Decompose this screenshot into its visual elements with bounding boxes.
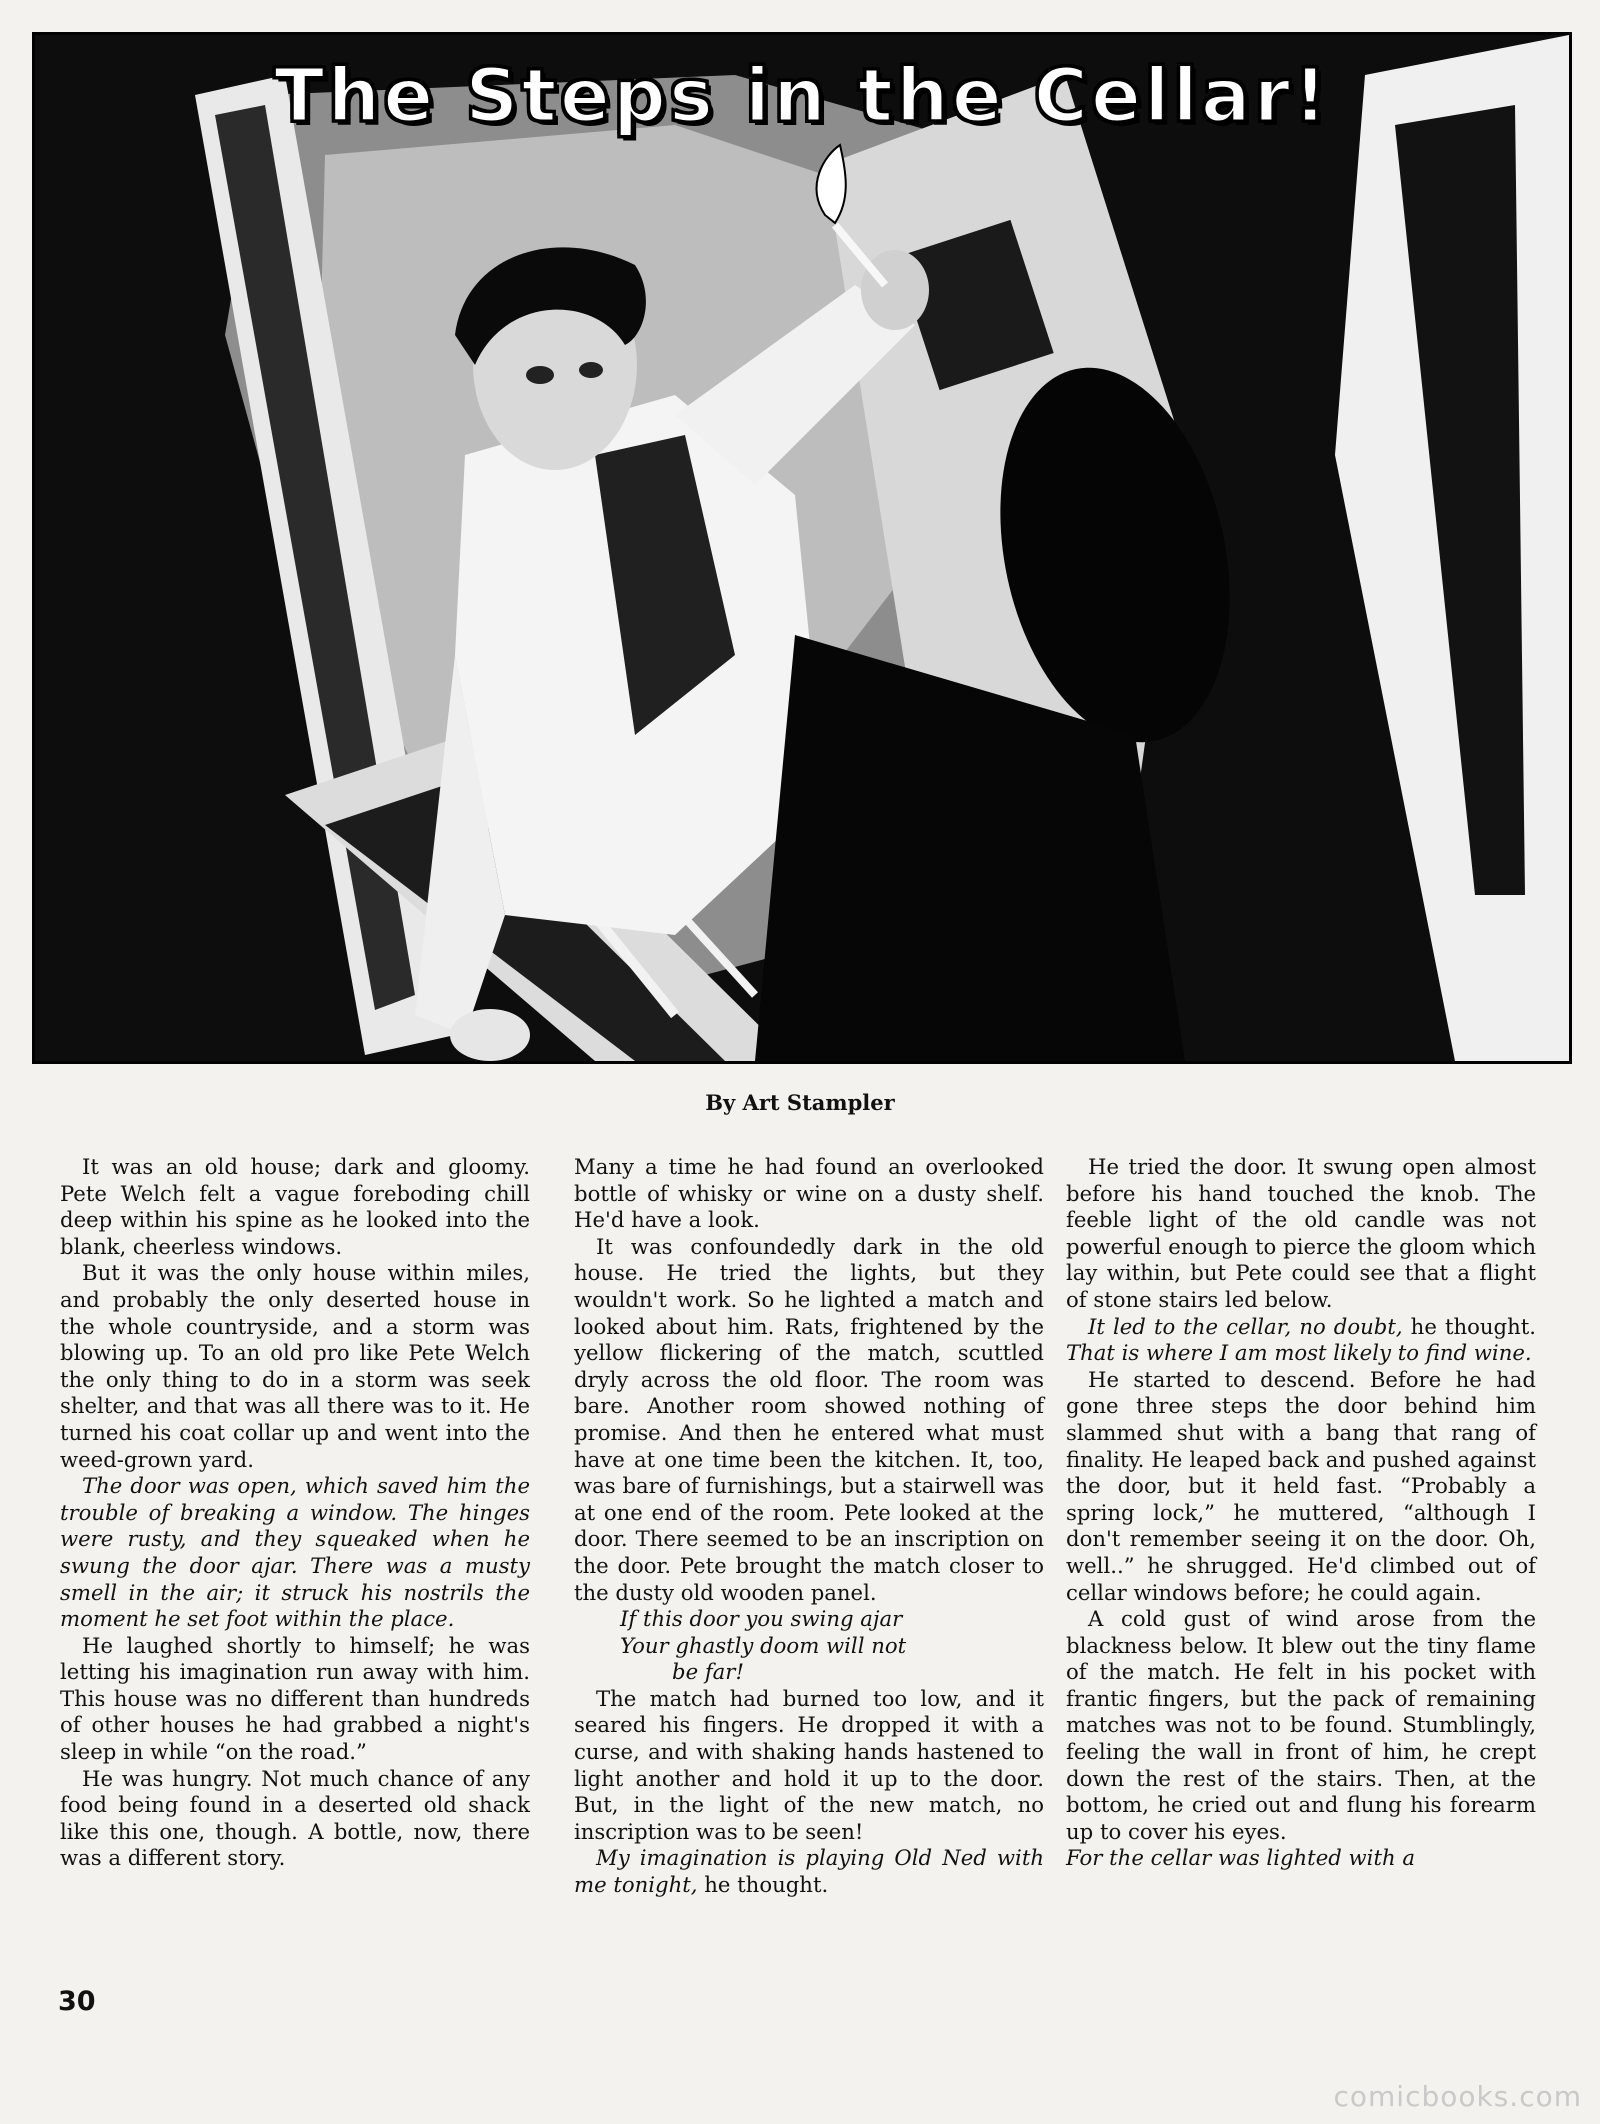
italic-text: It led to the cellar, no doubt, bbox=[1088, 1313, 1403, 1339]
roman-text: he thought. bbox=[1402, 1313, 1536, 1339]
paragraph bbox=[574, 1845, 1044, 1898]
paragraph-italic: The door was open, which saved him the trouble of breaking a window. The hinges were rusty, and they squeaked when he swung the door ajar. There was a musty smell in the air; it struck his nostrils the moment he set foot within the place. bbox=[60, 1473, 530, 1632]
paragraph: He tried the door. It swung open almost before his hand touched the knob. The feeble light of the old candle was not powerful enough to pierce the gloom which lay within, but Pete could see that a flight of stone stairs led below. bbox=[1066, 1154, 1536, 1312]
byline: By Art Stampler bbox=[705, 1090, 895, 1115]
watermark: comicbooks.com bbox=[1333, 2080, 1582, 2113]
paragraph: He was hungry. Not much chance of any food being found in a deserted old shack like this one, though. A bottle, now, there was a different story. bbox=[60, 1765, 530, 1871]
paragraph: A cold gust of wind arose from the blackness below. It blew out the tiny flame of the match. He felt in his pocket with frantic fingers, but the pack of remaining matches was not to be found. Stumblingly, feeling the wall in front of him, he crept down the rest of the stairs. Then, at the bottom, he cried out and flung his forearm up to cover his eyes. bbox=[1066, 1606, 1536, 1844]
text-column-2 bbox=[574, 1154, 1044, 1899]
story-title: The Steps in the Cellar! bbox=[274, 53, 1330, 139]
inscription-line: If this door you swing ajar bbox=[620, 1606, 903, 1632]
paragraph: He started to descend. Before he had gone three steps the door behind him slammed shut with a bang that rang of finality. He leaped back and pushed against the door, but it held fast. “Probably a spring lock,” he muttered, “although I don't remember seeing it on the door. Oh, well..” he shrugged. He'd climbed out of cellar windows before; he could again. bbox=[1066, 1366, 1536, 1605]
paragraph: The match had burned too low, and it seared his fingers. He dropped it with a curse, and with shaking hands hastened to light another and hold it up to the door. But, in the light of the new match, no inscription was to be seen! bbox=[574, 1685, 1044, 1844]
paragraph: He laughed shortly to himself; he was letting his imagination run away with him. This house was no different than hundreds of other houses he had grabbed a night's sleep in while “on the road.” bbox=[60, 1632, 530, 1765]
story-illustration bbox=[32, 32, 1572, 1064]
paragraph: It was an old house; dark and gloomy. Pete Welch felt a vague foreboding chill deep within his spine as he looked into the blank, cheerless windows. bbox=[60, 1154, 530, 1259]
paragraph: Many a time he had found an overlooked bottle of whisky or wine on a dusty shelf. He'd have a look. bbox=[574, 1154, 1044, 1233]
inscription-line: be far! bbox=[672, 1659, 744, 1685]
paragraph: It was confoundedly dark in the old house. He tried the lights, but they wouldn't work. So he lighted a match and looked about him. Rats, frightened by the yellow flickering of the match, scuttled dryly across the old floor. The room was bare. Another room showed nothing of promise. And then he entered what must have at one time been the kitchen. It, too, was bare of furnishings, but a stairwell was at one end of the room. Pete looked at the door. There seemed to be an inscription on the door. Pete brought the match closer to the dusty old wooden panel. bbox=[574, 1233, 1044, 1605]
paragraph: But it was the only house within miles, and probably the only deserted house in the whole countryside, and a storm was blowing up. To an old pro like Pete Welch the only thing to do in a storm was seek shelter, and that was all there was to it. He turned his coat collar up and went into the weed-grown yard. bbox=[60, 1260, 530, 1472]
text-column-3 bbox=[1066, 1154, 1536, 1872]
paragraph bbox=[1066, 1314, 1536, 1367]
door-inscription bbox=[574, 1606, 1044, 1686]
italic-text: That is where I am most likely to find wine. bbox=[1066, 1340, 1532, 1366]
text-column-1 bbox=[60, 1154, 530, 1872]
illustration-art bbox=[35, 35, 1569, 1061]
italic-text: My imagination is playing Old Ned with me tonight, bbox=[574, 1845, 1044, 1898]
page-number: 30 bbox=[58, 1986, 96, 2017]
paragraph-italic: For the cellar was lighted with a bbox=[1066, 1845, 1415, 1871]
roman-text: he thought. bbox=[697, 1872, 829, 1898]
inscription-line: Your ghastly doom will not bbox=[620, 1632, 907, 1658]
